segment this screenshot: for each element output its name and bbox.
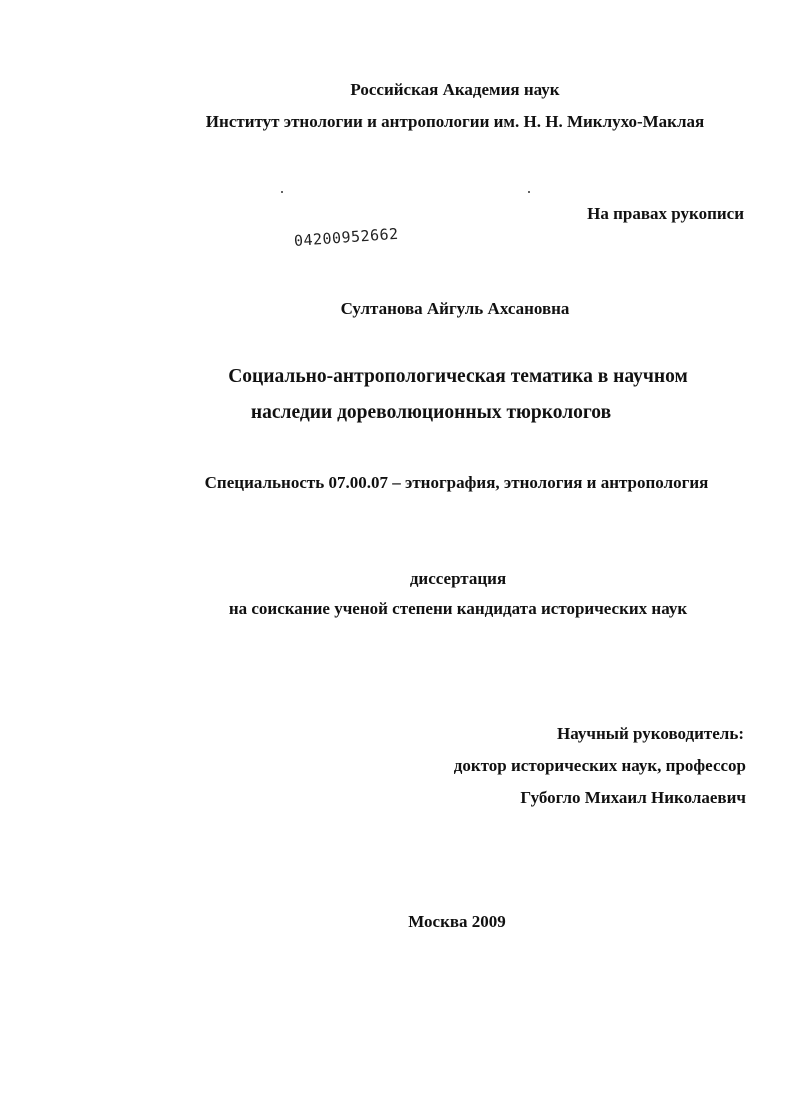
dissertation-title-line-1: Социально-антропологическая тематика в научном [228, 366, 688, 387]
city-year: Москва 2009 [408, 912, 506, 931]
scan-speck [281, 191, 283, 193]
manuscript-rights-label: На правах рукописи [587, 204, 744, 223]
institute-name: Институт этнологии и антропологии им. Н. Н. Миклухо-Маклая [205, 112, 705, 131]
library-stamp-number: 04200952662 [293, 224, 400, 250]
degree-line: на соискание ученой степени кандидата исторических наук [228, 599, 688, 618]
author-name: Султанова Айгуль Ахсановна [340, 299, 570, 318]
scan-speck [528, 191, 530, 193]
advisor-name: Губогло Михаил Николаевич [520, 788, 746, 807]
advisor-title: доктор исторических наук, профессор [453, 756, 746, 775]
dissertation-title-line-2: наследии дореволюционных тюркологов [250, 402, 612, 423]
advisor-label: Научный руководитель: [557, 724, 744, 743]
work-kind: диссертация [409, 569, 507, 588]
specialty-line: Специальность 07.00.07 – этнография, этнология и антропология [204, 473, 709, 492]
academy-name: Российская Академия наук [350, 80, 560, 99]
